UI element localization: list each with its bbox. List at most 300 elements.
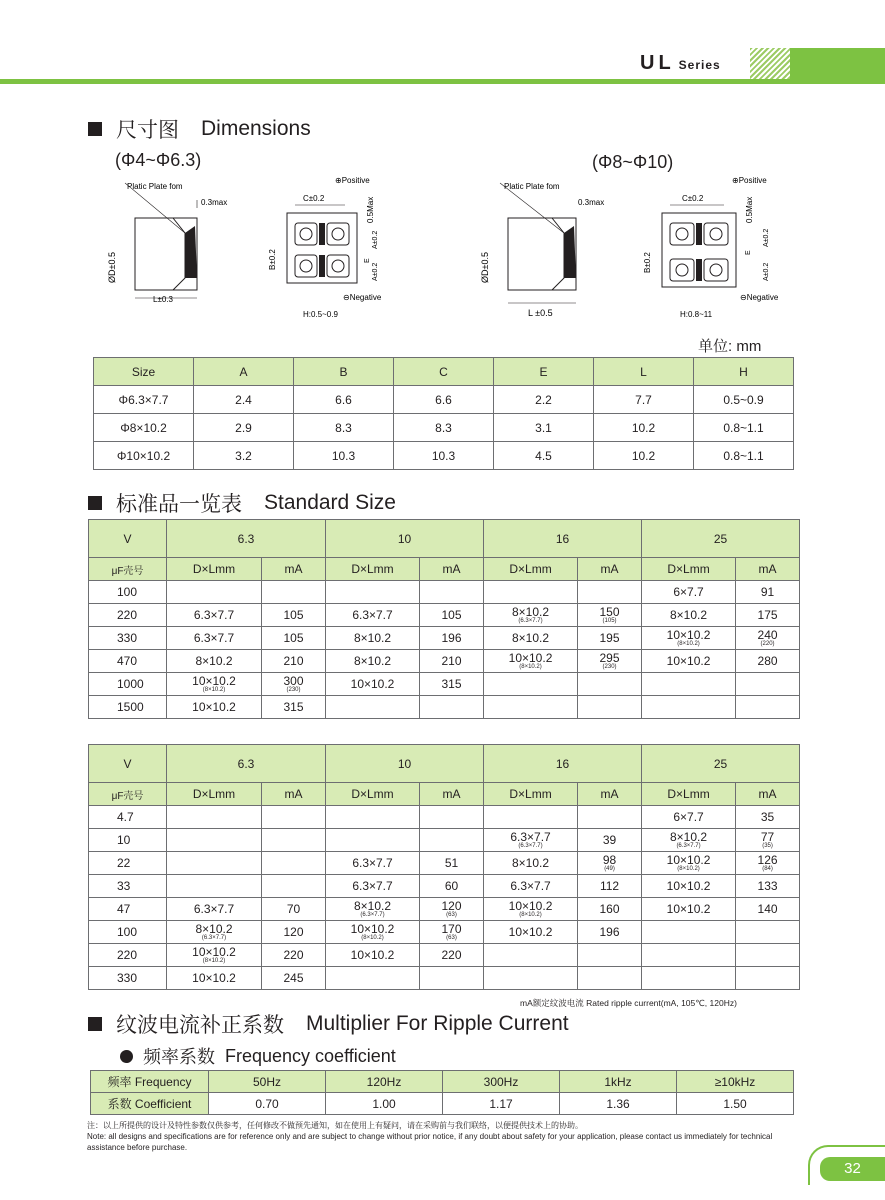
ma-cell-sub: (63) [446,935,457,941]
uf-cell: 47 [89,898,167,921]
size-cell [642,829,736,852]
a-label-bottom-large: A±0.2 [763,262,770,281]
dxl-header-cell: D×Lmm [484,558,578,581]
hole-bl [300,260,312,272]
size-cell [484,898,578,921]
header-green-box [790,48,885,82]
negative-label: ⊖Negative [343,293,382,302]
ma-cell [736,696,800,719]
dim-cell: Φ8×10.2 [94,414,194,442]
ma-cell [736,944,800,967]
side-view-drawing-small [95,178,240,318]
ma-cell-main: 170 [441,922,462,936]
ma-cell [736,829,800,852]
ma-cell [578,852,642,875]
ma-cell [578,650,642,673]
a-label-bottom: A±0.2 [372,262,379,281]
size-cell-sub: (8×10.2) [202,958,226,964]
uf-cell: 100 [89,921,167,944]
standard-title-cn: 标准品一览表 [116,493,242,516]
ma-cell: 245 [262,967,326,990]
e-label-large: E [745,250,752,255]
size-cell-main: 8×10.2 [195,922,233,936]
table-row [89,898,800,921]
size-cell [484,696,578,719]
coefficient-cell: 1.36 [560,1093,677,1115]
group2-label: (Φ8~Φ10) [592,152,674,172]
table-row [89,875,800,898]
frequency-sub-en: Frequency coefficient [225,1045,396,1066]
pad-tl-large [670,223,694,245]
ma-cell: 91 [736,581,800,604]
ma-cell [736,673,800,696]
size-cell [642,673,736,696]
footnote [87,1120,807,1153]
uf-cell: 1500 [89,696,167,719]
size-cell: 6.3×7.7 [484,875,578,898]
voltage-cell: 6.3 [167,520,326,558]
frequency-cell: 120Hz [326,1071,443,1093]
size-cell: 6.3×7.7 [326,875,420,898]
dim-cell: 6.6 [394,386,494,414]
uf-cell: 220 [89,604,167,627]
dim-header-cell: E [494,358,594,386]
dim-cell: Φ6.3×7.7 [94,386,194,414]
table-row [89,921,800,944]
terminal-shape [185,226,197,278]
size-cell: 6.3×7.7 [167,604,262,627]
pad-tr-large [704,223,728,245]
ma-cell [736,967,800,990]
ma-cell [262,673,326,696]
hole-tr-large [710,228,722,240]
uf-cell: 4.7 [89,806,167,829]
size-cell [167,806,262,829]
size-cell: 8×10.2 [642,604,736,627]
size-cell-sub: (8×10.2) [519,664,542,670]
uf-label-cell: μF壳号 [89,783,167,806]
ma-cell: 35 [736,806,800,829]
dxl-header-cell: D×Lmm [167,558,262,581]
negative-label-large: ⊖Negative [740,293,779,302]
table-row [89,650,800,673]
size-cell [326,898,420,921]
size-cell [484,944,578,967]
uf-cell: 1000 [89,673,167,696]
dim-header-cell: Size [94,358,194,386]
ma-header-cell: mA [578,558,642,581]
size-cell: 10×10.2 [326,673,420,696]
size-cell [642,944,736,967]
pad-bl-large [670,259,694,281]
voltage-header-row [89,520,800,558]
standard-title-en: Standard Size [264,491,396,514]
dim-cell: 0.8~1.1 [694,414,794,442]
ma-cell-sub: (84) [762,866,773,872]
standard-heading [88,488,396,518]
size-cell-sub: (8×10.2) [677,641,700,647]
ma-cell [578,967,642,990]
ma-cell [736,852,800,875]
ma-cell-sub: (220) [760,641,775,647]
ma-cell-main: 295 [599,651,620,665]
dxl-header-cell: D×Lmm [642,783,736,806]
size-cell [167,852,262,875]
uf-cell: 10 [89,829,167,852]
size-cell: 10×10.2 [167,696,262,719]
page-number: 32 [820,1157,885,1181]
l-label: L±0.3 [153,295,173,304]
e-label: E [364,258,371,263]
dim-cell: 6.6 [294,386,394,414]
bullet-square-icon [88,1017,102,1031]
ma-cell [262,581,326,604]
footnote-en: Note: all designs and specifications are for reference only and are subject to change without prior notice, if any doubt about safety for your application, please contact us immediately for technical assistance before purchase. [87,1132,773,1152]
size-cell: 6×7.7 [642,581,736,604]
ma-cell: 220 [262,944,326,967]
size-cell-sub: (8×10.2) [361,935,384,941]
ma-cell-sub: (35) [762,843,773,849]
voltage-cell: 25 [642,520,800,558]
size-cell [326,921,420,944]
size-cell-sub: (8×10.2) [677,866,700,872]
c-label-large: C±0.2 [682,194,704,203]
table-row [89,604,800,627]
frequency-cell: 300Hz [443,1071,560,1093]
size-cell [167,875,262,898]
size-cell [326,829,420,852]
ma-cell: 105 [262,604,326,627]
dim-cell: Φ10×10.2 [94,442,194,470]
ma-cell [578,944,642,967]
voltage-cell: 6.3 [167,745,326,783]
ma-cell [578,806,642,829]
table-row [89,967,800,990]
terminal-negative [319,255,325,277]
plate-label-large: Platic Plate fom [504,182,560,191]
dim-cell: 10.2 [594,414,694,442]
size-cell [484,829,578,852]
dim-cell: 10.3 [294,442,394,470]
front-view-drawing-small [265,175,425,325]
ma-cell [578,696,642,719]
size-cell [484,806,578,829]
dim-cell: 0.8~1.1 [694,442,794,470]
size-cell: 6.3×7.7 [326,604,420,627]
size-cell: 8×10.2 [326,627,420,650]
size-cell [167,581,262,604]
ma-cell-sub: (105) [602,618,617,624]
group1-label: (Φ4~Φ6.3) [115,150,202,170]
table-row [89,673,800,696]
h-label-large: H:0.8~11 [680,310,713,319]
size-cell-main: 10×10.2 [508,651,553,665]
coefficient-cell: 1.17 [443,1093,560,1115]
ma-header-cell: mA [262,558,326,581]
ma-cell: 210 [262,650,326,673]
ma-cell [262,852,326,875]
size-cell-main: 10×10.2 [666,853,711,867]
size-cell [326,806,420,829]
dim-cell: 4.5 [494,442,594,470]
dim-header-cell: A [194,358,294,386]
ma-header-cell: mA [578,783,642,806]
coefficient-label-cell: 系数 Coefficient [91,1093,209,1115]
series-title [640,52,721,75]
c-label: C±0.2 [303,194,325,203]
size-cell-sub: (6.3×7.7) [360,912,385,918]
size-cell-sub: (6.3×7.7) [676,843,701,849]
plate-outline [173,218,185,290]
ma-cell [736,921,800,944]
hole-br [332,260,344,272]
dim-cell: 2.9 [194,414,294,442]
terminal-shape-large [564,226,576,278]
frequency-subheading [120,1043,396,1069]
size-cell-main: 10×10.2 [508,899,553,913]
terminal-positive [319,223,325,245]
series-small: Series [678,58,721,72]
size-cell-sub: (8×10.2) [202,687,226,693]
max05-label-large: 0.5Max [745,196,754,223]
dim-cell: 3.1 [494,414,594,442]
frequency-cell: 50Hz [209,1071,326,1093]
pad-tr [327,223,349,245]
bullet-square-icon [88,122,102,136]
ma-cell [578,581,642,604]
terminal-negative-large [696,259,702,281]
size-cell [484,967,578,990]
ma-cell: 280 [736,650,800,673]
ma-cell [262,829,326,852]
dim-cell: 8.3 [294,414,394,442]
size-cell: 10×10.2 [484,921,578,944]
voltage-label-cell: V [89,745,167,783]
ma-cell [420,806,484,829]
dim-cell: 8.3 [394,414,494,442]
dim-cell: 2.4 [194,386,294,414]
voltage-cell: 10 [326,745,484,783]
ma-cell-main: 150 [599,605,620,619]
ma-cell: 196 [420,627,484,650]
pad-tl [295,223,317,245]
voltage-cell: 16 [484,520,642,558]
table-row [89,829,800,852]
b-label-large: B±0.2 [643,252,652,273]
ma-cell-sub: (230) [602,664,617,670]
frequency-row [91,1071,794,1093]
ma-cell [420,829,484,852]
dim-cell: 0.5~0.9 [694,386,794,414]
ma-cell: 51 [420,852,484,875]
frequency-table [90,1070,794,1115]
dim-cell: 10.2 [594,442,694,470]
ma-cell [420,921,484,944]
column-header-row [89,783,800,806]
size-cell [167,829,262,852]
dim-header-cell: L [594,358,694,386]
voltage-cell: 25 [642,745,800,783]
dimension-table [93,357,794,470]
ma-cell: 315 [420,673,484,696]
ma-cell [262,806,326,829]
dimensions-title-en: Dimensions [201,117,311,140]
ma-cell: 133 [736,875,800,898]
size-cell [642,852,736,875]
uf-cell: 220 [89,944,167,967]
size-cell: 10×10.2 [167,967,262,990]
ma-header-cell: mA [736,558,800,581]
size-cell: 8×10.2 [326,650,420,673]
size-cell [484,650,578,673]
b-label: B±0.2 [268,249,277,270]
hole-tl-large [676,228,688,240]
size-cell [642,967,736,990]
size-cell-main: 10×10.2 [192,674,236,688]
size-cell-main: 6.3×7.7 [510,830,551,844]
ma-cell [420,581,484,604]
side-view-drawing-large [470,178,620,318]
size-cell: 6.3×7.7 [326,852,420,875]
uf-cell: 33 [89,875,167,898]
size-cell [167,921,262,944]
ma-cell-main: 98 [602,853,617,867]
coefficient-cell: 0.70 [209,1093,326,1115]
voltage-label-cell: V [89,520,167,558]
size-cell: 6.3×7.7 [167,898,262,921]
voltage-cell: 16 [484,745,642,783]
table-row [89,627,800,650]
frequency-cell: 1kHz [560,1071,677,1093]
ma-header-cell: mA [262,783,326,806]
size-cell [642,627,736,650]
ma-cell [736,627,800,650]
multiplier-heading [88,1009,569,1039]
size-cell: 8×10.2 [484,627,578,650]
dim-row [94,442,794,470]
size-cell [484,673,578,696]
uf-cell: 330 [89,967,167,990]
size-cell: 8×10.2 [484,852,578,875]
l-label-large: L ±0.5 [528,308,553,318]
pad-br [327,255,349,277]
table-row [89,806,800,829]
dim-cell: 2.2 [494,386,594,414]
ma-header-cell: mA [420,558,484,581]
ma-cell-sub: (49) [604,866,615,872]
ma-cell: 220 [420,944,484,967]
ma-cell: 60 [420,875,484,898]
size-cell [326,581,420,604]
ma-cell: 120 [262,921,326,944]
size-cell: 10×10.2 [642,898,736,921]
size-cell-main: 10×10.2 [350,922,395,936]
ma-cell [262,875,326,898]
dim-header-cell: B [294,358,394,386]
uf-cell: 470 [89,650,167,673]
size-cell-main: 10×10.2 [666,628,711,642]
size-cell: 10×10.2 [642,875,736,898]
ma-cell: 175 [736,604,800,627]
size-cell-sub: (8×10.2) [519,912,542,918]
plate-label: Platic Plate fom [127,182,183,191]
ripple-note: mA额定纹波电流 Rated ripple current(mA, 105℃, 120Hz) [520,998,737,1008]
frequency-cell: ≥10kHz [677,1071,794,1093]
max05-label: 0.5Max [366,196,375,223]
ma-cell [420,967,484,990]
hole-br-large [710,264,722,276]
size-cell-main: 8×10.2 [670,830,708,844]
size-cell [167,673,262,696]
dxl-header-cell: D×Lmm [326,783,420,806]
dxl-header-cell: D×Lmm [484,783,578,806]
ma-header-cell: mA [736,783,800,806]
ma-cell [420,898,484,921]
h-label: H:0.5~0.9 [303,310,338,319]
size-cell-sub: (6.3×7.7) [201,935,227,941]
dim-header-row [94,358,794,386]
ma-cell: 196 [578,921,642,944]
ma-cell: 160 [578,898,642,921]
size-cell-main: 8×10.2 [353,899,392,913]
voltage-cell: 10 [326,520,484,558]
ma-cell-main: 120 [441,899,462,913]
od-label-large: ØD±0.5 [480,252,490,283]
size-cell: 6×7.7 [642,806,736,829]
size-cell-sub: (6.3×7.7) [518,843,543,849]
size-cell [484,604,578,627]
od-label: ØD±0.5 [107,252,117,283]
ma-header-cell: mA [420,783,484,806]
hole-tr [332,228,344,240]
a-label-top: A±0.2 [372,230,379,249]
coefficient-cell: 1.50 [677,1093,794,1115]
a-label-top-large: A±0.2 [763,228,770,247]
dim-cell: 3.2 [194,442,294,470]
standard-table-2 [88,744,800,990]
size-cell [484,581,578,604]
dim-cell: 7.7 [594,386,694,414]
uf-cell: 22 [89,852,167,875]
ma-cell: 105 [262,627,326,650]
size-cell: 8×10.2 [167,650,262,673]
ma-cell: 195 [578,627,642,650]
table-row [89,944,800,967]
plate-outline-large [552,218,564,290]
table-row [89,852,800,875]
front-view-drawing-large [640,175,800,325]
series-main: UL [640,52,675,74]
bullet-square-icon [88,496,102,510]
uf-cell: 330 [89,627,167,650]
max03-label-large: 0.3max [578,198,605,207]
ma-cell-sub: (230) [286,687,301,693]
coefficient-row [91,1093,794,1115]
footnote-cn: 注：以上所提供的设计及特性参数仅供参考，任何修改不做预先通知，如在使用上有疑问，请在采购前与我们联络，以便提供技术上的协助。 [87,1121,583,1130]
frequency-sub-cn: 频率系数 [143,1047,215,1067]
multiplier-title-en: Multiplier For Ripple Current [306,1012,569,1035]
multiplier-title-cn: 纹波电流补正系数 [116,1014,284,1037]
dim-header-cell: H [694,358,794,386]
size-cell-main: 8×10.2 [511,605,550,619]
header-line [0,79,885,84]
pad-bl [295,255,317,277]
ma-cell: 210 [420,650,484,673]
dxl-header-cell: D×Lmm [642,558,736,581]
positive-label: ⊕Positive [335,176,370,185]
pad-br-large [704,259,728,281]
ma-cell: 39 [578,829,642,852]
